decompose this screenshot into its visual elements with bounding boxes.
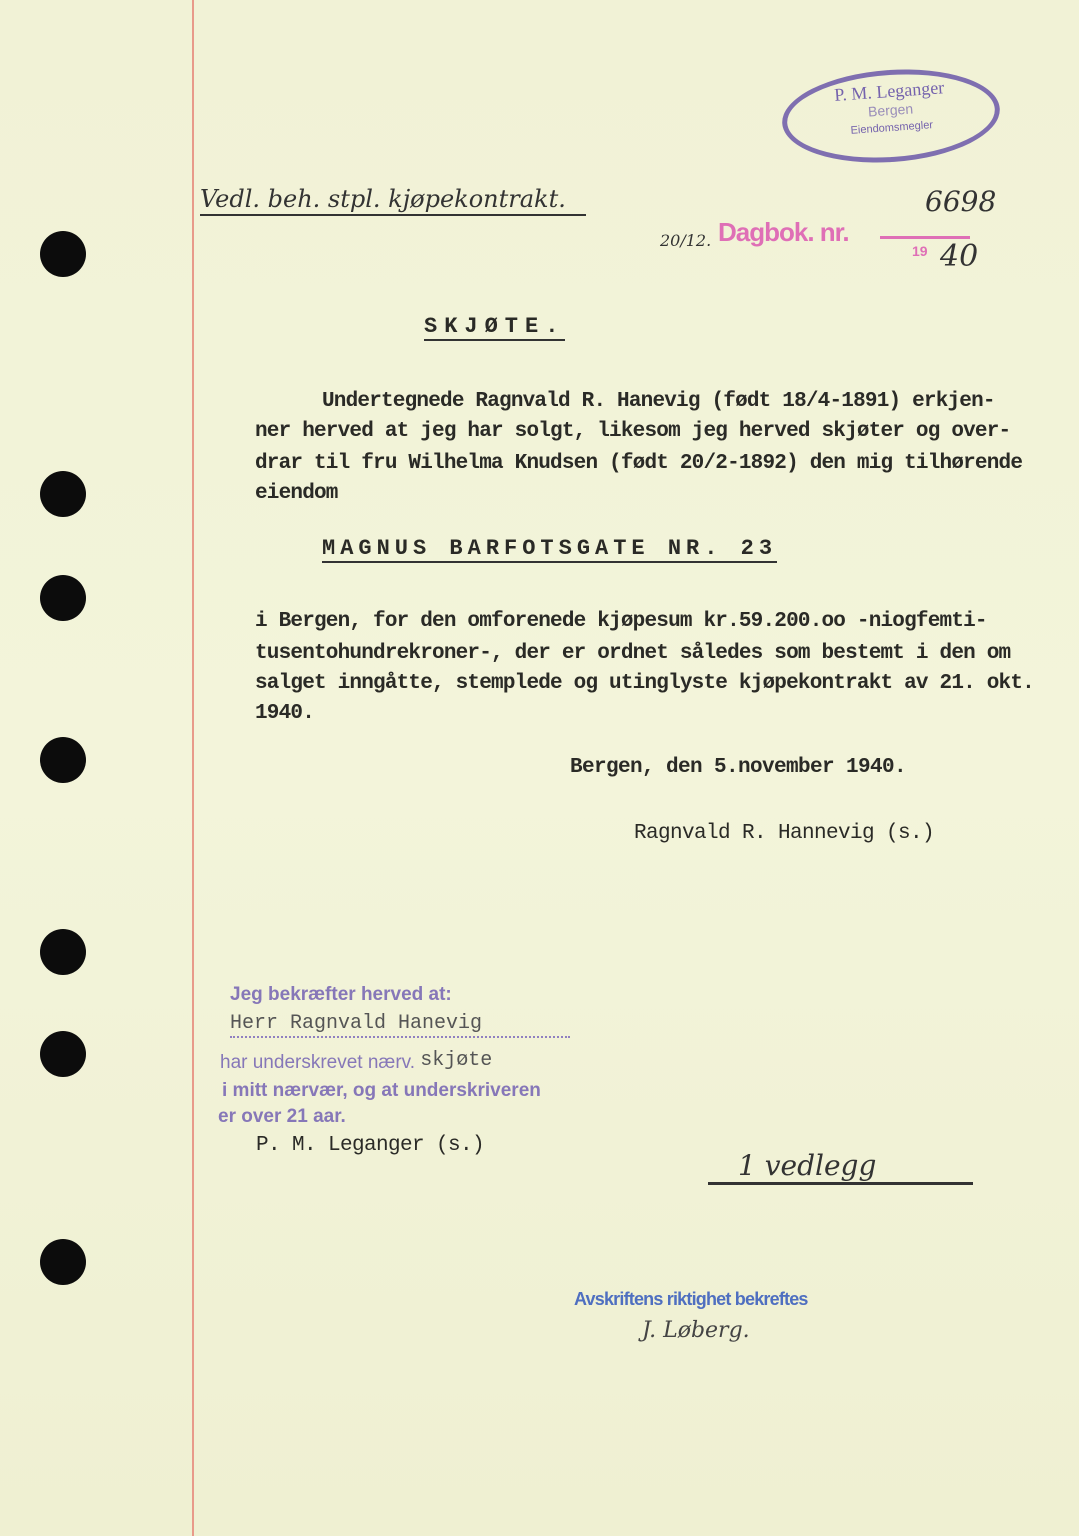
stamp-line: P. M. Leganger [833, 77, 945, 105]
certification-line: i mitt nærvær, og at underskriveren [222, 1080, 541, 1101]
body-line: ner herved at jeg har solgt, likesom jeg herved skjøter og over- [255, 420, 1011, 443]
year-suffix: 40 [940, 239, 979, 274]
margin-line [192, 0, 194, 1536]
punch-hole [40, 471, 86, 517]
punch-hole [40, 575, 86, 621]
attachment-note: 1 vedlegg [708, 1150, 973, 1185]
body-line: tusentohundrekroner-, der er ordnet således som bestemt i den om [255, 642, 1011, 665]
body-line: Undertegnede Ragnvald R. Hanevig (født 18/4-1891) erkjen- [322, 390, 995, 413]
punch-hole [40, 1239, 86, 1285]
punch-hole [40, 929, 86, 975]
body-line: salget inngåtte, stemplede og utinglyste kjøpekontrakt av 21. okt. [255, 672, 1034, 695]
body-line: 1940. [255, 702, 315, 725]
seller-signature: Ragnvald R. Hannevig (s.) [634, 822, 935, 845]
handwritten-note: Vedl. beh. stpl. kjøpekontrakt. [200, 186, 586, 216]
certification-line: er over 21 aar. [218, 1106, 346, 1127]
certifier-signature: P. M. Leganger (s.) [256, 1134, 485, 1157]
body-line: eiendom [255, 482, 338, 505]
property-address: MAGNUS BARFOTSGATE NR. 23 [322, 536, 777, 563]
agent-stamp [779, 63, 1003, 170]
dagbok-label: Dagbok. nr. [718, 217, 849, 247]
year-prefix: 19 [912, 243, 928, 259]
date-note: 20/12. [660, 231, 712, 250]
certification-line: Jeg bekræfter herved at: [230, 984, 452, 1005]
stamp-line: Eiendomsmegler [850, 119, 934, 137]
copy-signature: J. Løberg. [642, 1318, 750, 1343]
document-title: SKJØTE. [424, 314, 565, 341]
punch-hole [40, 1031, 86, 1077]
certified-name: Herr Ragnvald Hanevig [230, 1012, 570, 1038]
stamp-line: Bergen [867, 100, 914, 120]
certification-text: har underskrevet nærv. [220, 1052, 416, 1073]
place-date: Bergen, den 5.november 1940. [570, 756, 907, 779]
certification-document: skjøte [420, 1049, 493, 1072]
punch-hole [40, 231, 86, 277]
certification-line [220, 1049, 493, 1075]
copy-stamp: Avskriftens riktighet bekreftes [574, 1289, 808, 1309]
body-line: drar til fru Wilhelma Knudsen (født 20/2-1892) den mig tilhørende [255, 452, 1023, 475]
dagbok-number: 6698 [925, 185, 997, 218]
body-line: i Bergen, for den omforenede kjøpesum kr.59.200.oo -niogfemti- [255, 610, 987, 633]
punch-hole [40, 737, 86, 783]
